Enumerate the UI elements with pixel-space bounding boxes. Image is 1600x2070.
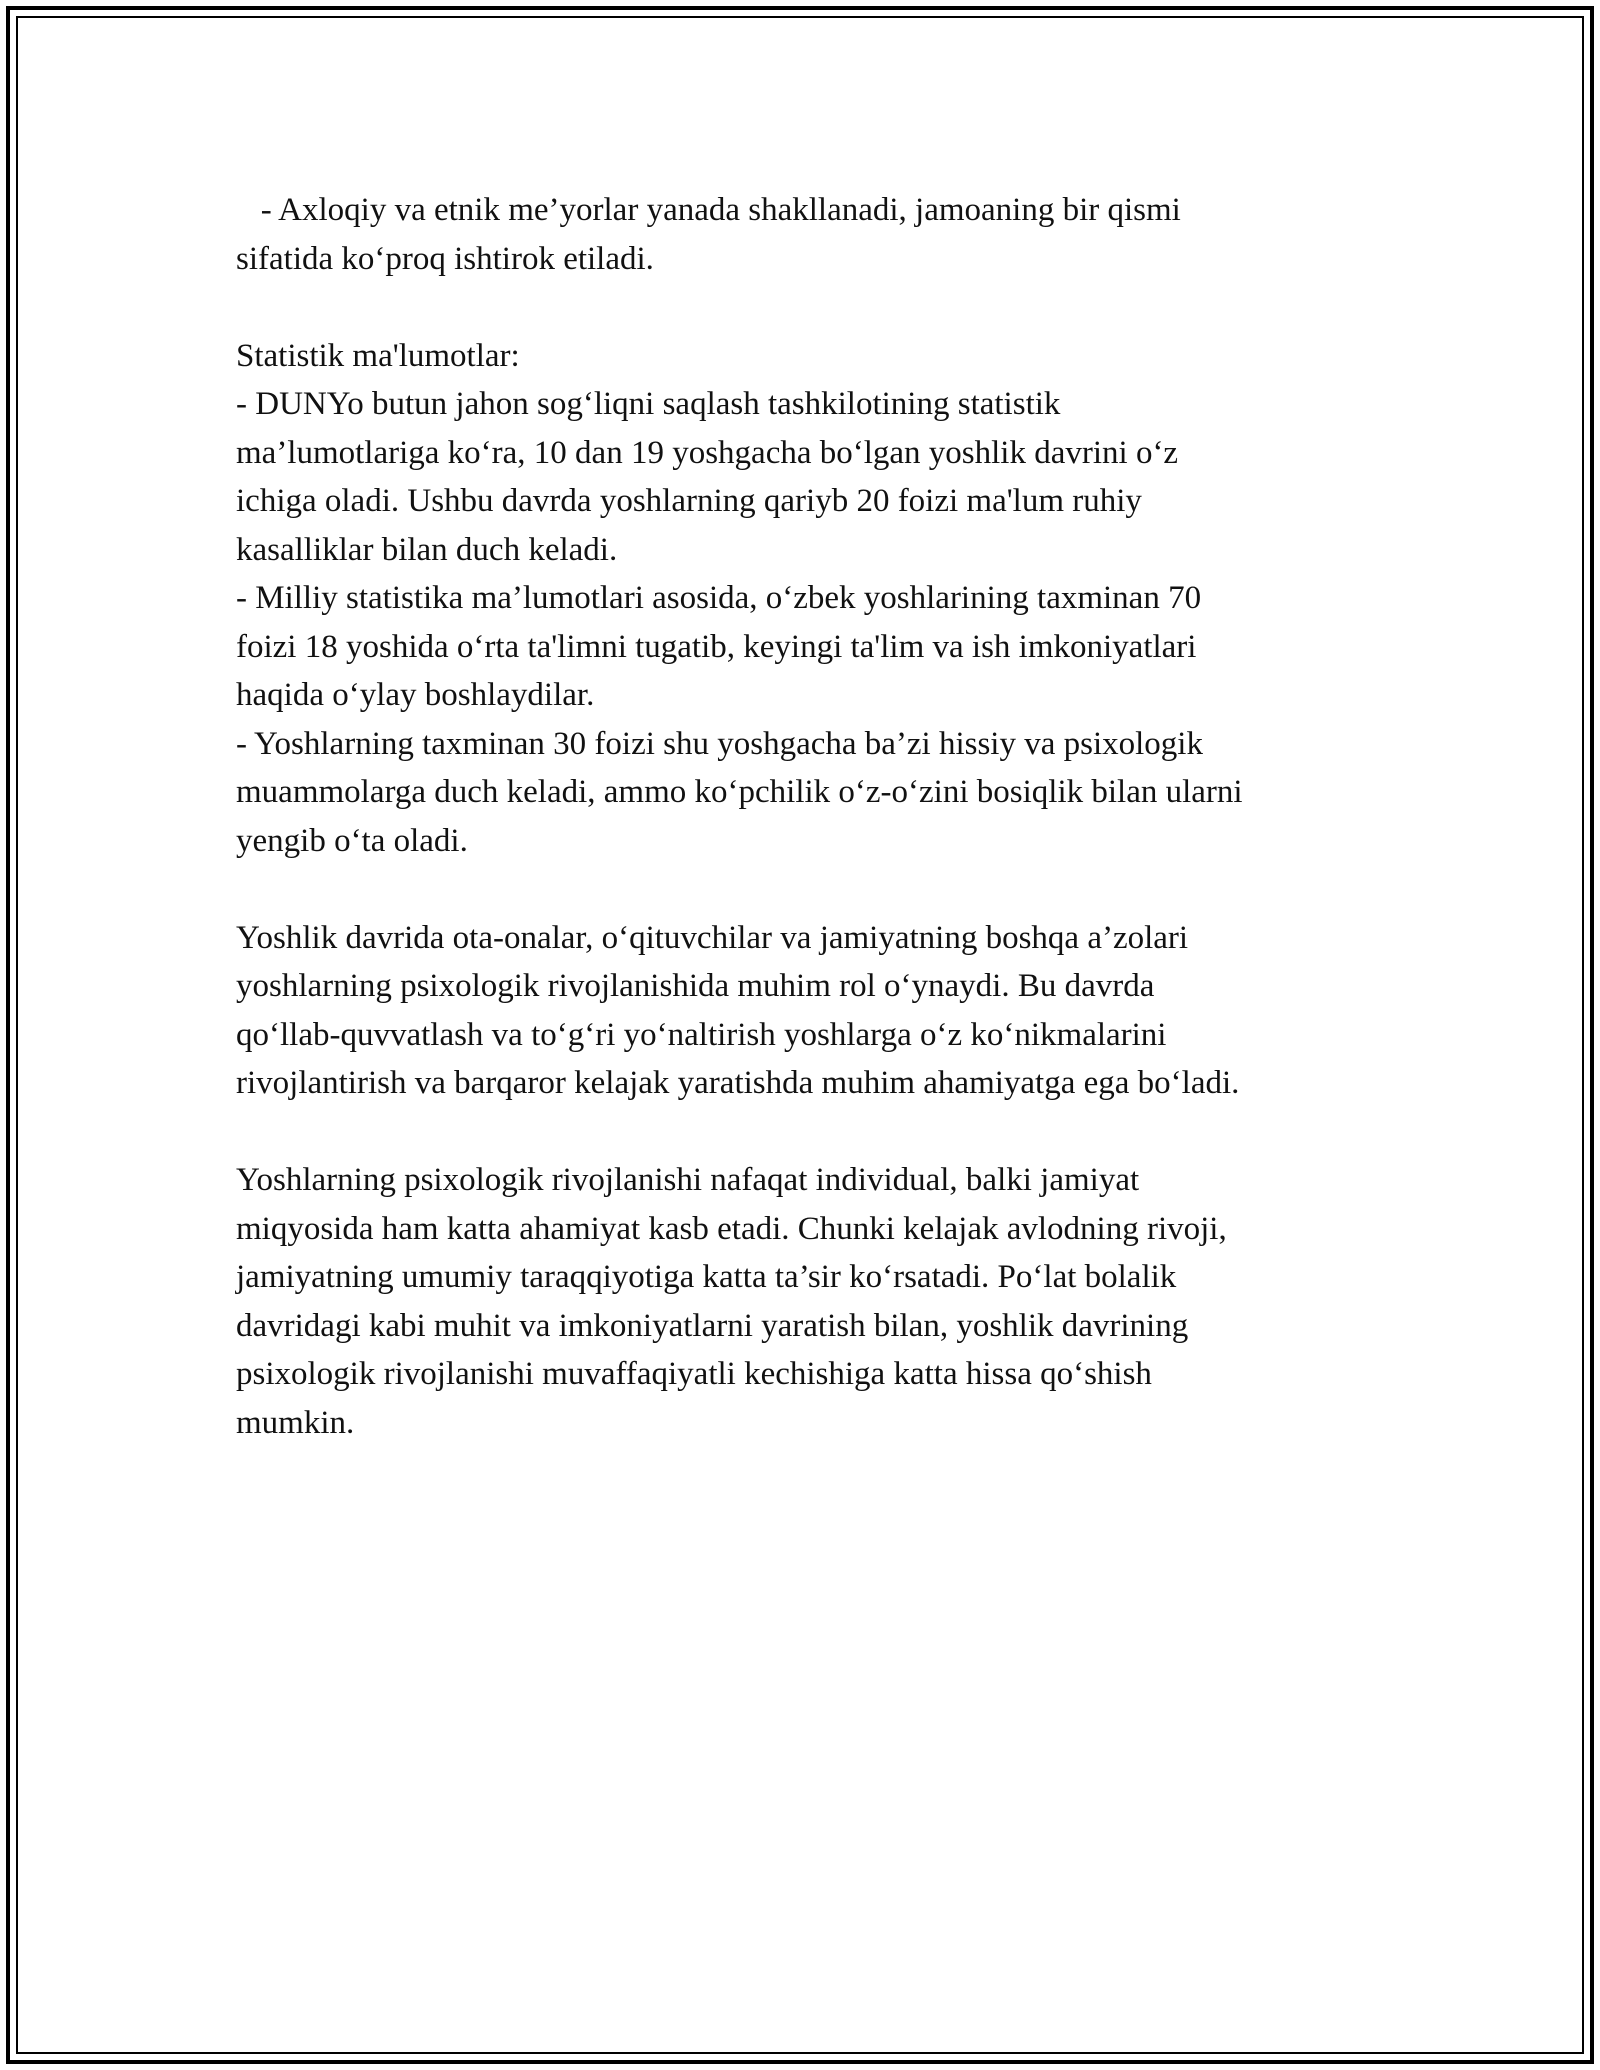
paragraph-gap	[236, 1108, 1396, 1157]
statistics-heading: Statistik ma'lumotlar:	[236, 337, 520, 374]
text-line: davridagi kabi muhit va imkoniyatlarni yaratish bilan, yoshlik davrining	[236, 1307, 1189, 1344]
text-line: - DUNYo butun jahon sog‘liqni saqlash tashkilotining statistik	[236, 386, 1061, 422]
text-line: yoshlarning psixologik rivojlanishida muhim rol o‘ynaydi. Bu davrda	[236, 968, 1155, 1004]
text-line: qo‘llab-quvvatlash va to‘g‘ri yo‘naltirish yoshlarga o‘z ko‘nikmalarini	[236, 1016, 1167, 1053]
text-line: ma’lumotlariga ko‘ra, 10 dan 19 yoshgacha bo‘lgan yoshlik davrini o‘z	[236, 434, 1179, 471]
text-line: haqida o‘ylay boshlaydilar.	[236, 677, 595, 713]
document-body	[236, 186, 1396, 1447]
text-line: sifatida ko‘proq ishtirok etiladi.	[236, 240, 654, 277]
text-line: rivojlantirish va barqaror kelajak yaratishda muhim ahamiyatga ega bo‘ladi.	[236, 1065, 1240, 1101]
text-line: miqyosida ham katta ahamiyat kasb etadi. Chunki kelajak avlodning rivoji,	[236, 1210, 1227, 1247]
text-line: yengib o‘ta oladi.	[236, 822, 468, 859]
paragraph-gap	[236, 865, 1396, 914]
text-line: Yoshlik davrida ota-onalar, o‘qituvchilar va jamiyatning boshqa a’zolari	[236, 919, 1189, 956]
text-line: jamiyatning umumiy taraqqiyotiga katta ta’sir ko‘rsatadi. Po‘lat bolalik	[236, 1259, 1177, 1295]
text-line: - Yoshlarning taxminan 30 foizi shu yoshgacha ba’zi hissiy va psixologik	[236, 725, 1203, 762]
text-line: mumkin.	[236, 1404, 355, 1441]
text-line: kasalliklar bilan duch keladi.	[236, 531, 618, 568]
text-line: psixologik rivojlanishi muvaffaqiyatli kechishiga katta hissa qo‘shish	[236, 1356, 1152, 1392]
text-line: - Axloqiy va etnik me’yorlar yanada shakllanadi, jamoaning bir qismi	[236, 192, 1181, 228]
text-line: foizi 18 yoshida o‘rta ta'limni tugatib, keyingi ta'lim va ish imkoniyatlari	[236, 628, 1197, 665]
text-line: ichiga oladi. Ushbu davrda yoshlarning qariyb 20 foizi ma'lum ruhiy	[236, 483, 1142, 519]
text-line: muammolarga duch keladi, ammo ko‘pchilik o‘z-o‘zini bosiqlik bilan ularni	[236, 774, 1243, 810]
paragraph-gap	[236, 283, 1396, 332]
text-line: - Milliy statistika ma’lumotlari asosida, o‘zbek yoshlarining taxminan 70	[236, 580, 1202, 616]
text-line: Yoshlarning psixologik rivojlanishi nafaqat individual, balki jamiyat	[236, 1162, 1140, 1198]
